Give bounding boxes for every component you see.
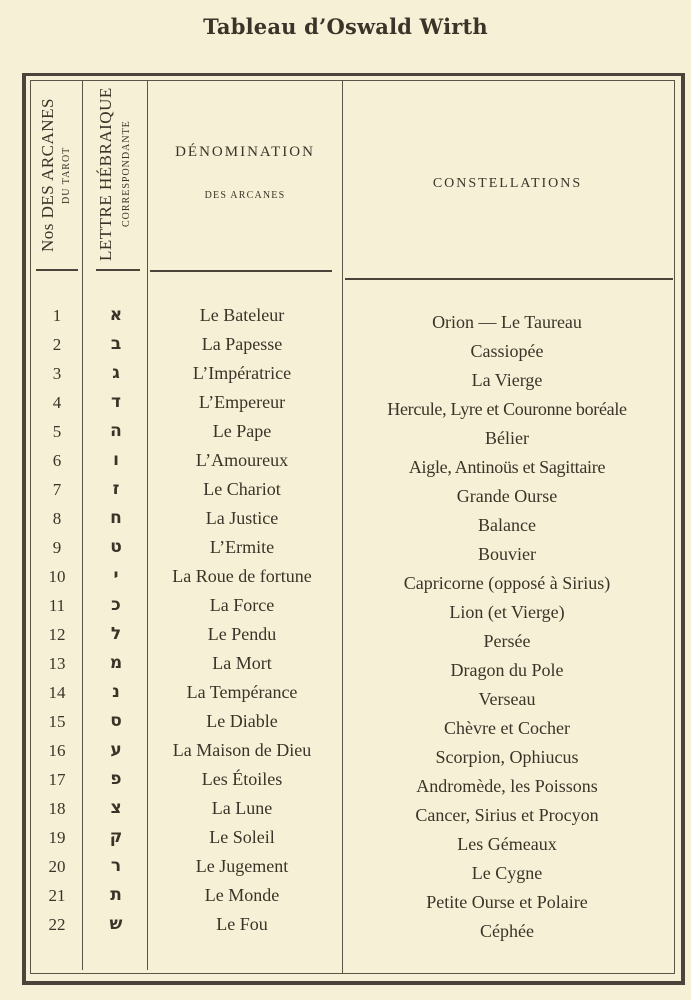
- arcane-name: Le Monde: [204, 885, 280, 905]
- hebrew-letter: ר: [110, 856, 122, 876]
- hebrew-letter: ע: [110, 740, 122, 760]
- constellation: Lion (et Vierge): [449, 602, 565, 622]
- hebrew-letter: י: [113, 566, 119, 586]
- constellation: Scorpion, Ophiucus: [435, 747, 579, 767]
- header-rule: [150, 270, 332, 272]
- arcane-number: 1: [52, 306, 62, 325]
- table-row: [0, 388, 691, 417]
- header-arcane-number: Nos DES ARCANES: [38, 98, 57, 252]
- header-constellations: CONSTELLATIONS: [432, 176, 583, 191]
- constellation: Hercule, Lyre et Couronne boréale: [387, 399, 627, 419]
- header-hebrew-letter: LETTRE HÉBRAIQUE: [96, 87, 115, 261]
- arcane-name: La Lune: [211, 798, 273, 818]
- table-row: [0, 736, 691, 765]
- header-rule: [345, 278, 673, 280]
- arcane-number: 21: [48, 886, 66, 905]
- arcane-name: Le Soleil: [209, 827, 275, 847]
- hebrew-letter: כ: [111, 595, 121, 615]
- constellation: Le Cygne: [471, 863, 543, 883]
- constellation: Bouvier: [478, 544, 536, 564]
- hebrew-letter: ט: [110, 537, 122, 557]
- arcane-number: 3: [52, 364, 62, 383]
- hebrew-letter: ק: [109, 827, 123, 847]
- hebrew-letter: א: [109, 305, 123, 325]
- arcane-name: Le Bateleur: [199, 305, 285, 325]
- table-row: [0, 359, 691, 388]
- arcane-number: 8: [52, 509, 62, 528]
- arcane-name: La Papesse: [201, 334, 283, 354]
- constellation: Andromède, les Poissons: [416, 776, 598, 796]
- header-denomination-sub: DES ARCANES: [204, 190, 286, 201]
- table-row: [0, 910, 691, 939]
- arcane-name: L’Empereur: [198, 392, 286, 412]
- hebrew-letter: צ: [110, 798, 122, 818]
- arcane-number: 10: [48, 567, 66, 586]
- constellation: Capricorne (opposé à Sirius): [403, 573, 611, 593]
- table-row: [0, 330, 691, 359]
- hebrew-letter: מ: [109, 653, 123, 673]
- hebrew-letter: ז: [112, 479, 120, 499]
- constellation: Aigle, Antinoüs et Sagittaire: [408, 457, 606, 477]
- hebrew-letter: ח: [110, 508, 122, 528]
- table-row: [0, 417, 691, 446]
- arcane-name: La Maison de Dieu: [172, 740, 312, 760]
- arcane-name: La Justice: [205, 508, 279, 528]
- constellation: Persée: [483, 631, 531, 651]
- arcane-number: 20: [48, 857, 66, 876]
- arcane-number: 17: [48, 770, 66, 789]
- table-row: [0, 533, 691, 562]
- arcane-name: L’Impératrice: [192, 363, 292, 383]
- constellation: Balance: [478, 515, 536, 535]
- constellation: Orion — Le Taureau: [432, 312, 582, 332]
- constellation: Grande Ourse: [456, 486, 558, 506]
- hebrew-letter: ס: [110, 711, 122, 731]
- arcane-number: 19: [48, 828, 66, 847]
- arcane-number: 11: [48, 596, 66, 615]
- constellation: Petite Ourse et Polaire: [426, 892, 588, 912]
- hebrew-letter: ו: [113, 450, 119, 470]
- table-row: [0, 475, 691, 504]
- table-row: [0, 707, 691, 736]
- arcane-number: 12: [48, 625, 66, 644]
- arcane-name: La Roue de fortune: [172, 566, 312, 586]
- arcane-name: Les Étoiles: [201, 769, 283, 789]
- table-row: [0, 504, 691, 533]
- arcane-name: Le Pendu: [207, 624, 277, 644]
- constellation: Bélier: [485, 428, 529, 448]
- hebrew-letter: ת: [110, 885, 122, 905]
- arcane-name: La Force: [209, 595, 275, 615]
- table-row: [0, 765, 691, 794]
- arcane-name: Le Fou: [216, 914, 268, 934]
- header-arcane-number-sub: DU TAROT: [61, 146, 72, 204]
- hebrew-letter: ש: [109, 914, 123, 934]
- arcane-number: 9: [52, 538, 62, 557]
- arcane-name: La Mort: [212, 653, 272, 673]
- constellation: Cancer, Sirius et Procyon: [415, 805, 599, 825]
- table-row: [0, 649, 691, 678]
- table-row: [0, 301, 691, 330]
- header-hebrew-letter-sub: CORRESPONDANTE: [121, 120, 132, 228]
- constellation: Chèvre et Cocher: [444, 718, 570, 738]
- arcane-number: 18: [48, 799, 66, 818]
- hebrew-letter: ה: [110, 421, 122, 441]
- hebrew-letter: ד: [111, 392, 121, 412]
- header-rule: [96, 269, 140, 271]
- arcane-number: 7: [52, 480, 62, 499]
- constellation: La Vierge: [471, 370, 543, 390]
- arcane-number: 15: [48, 712, 66, 731]
- arcane-number: 4: [52, 393, 62, 412]
- hebrew-letter: ב: [110, 334, 122, 354]
- arcane-number: 6: [52, 451, 62, 470]
- arcane-name: L’Ermite: [209, 537, 275, 557]
- table-row: [0, 591, 691, 620]
- table-row: [0, 446, 691, 475]
- arcane-number: 2: [52, 335, 62, 354]
- constellation: Verseau: [478, 689, 536, 709]
- constellation: Dragon du Pole: [450, 660, 564, 680]
- arcane-name: Le Diable: [206, 711, 278, 731]
- constellation: Céphée: [480, 921, 534, 941]
- arcane-number: 5: [52, 422, 62, 441]
- arcane-name: L’Amoureux: [195, 450, 289, 470]
- table-row: [0, 620, 691, 649]
- header-denomination: DÉNOMINATION: [175, 144, 315, 160]
- header-rule: [36, 269, 78, 271]
- arcane-number: 14: [48, 683, 66, 702]
- arcane-number: 13: [48, 654, 66, 673]
- table-body: [0, 301, 691, 939]
- arcane-name: Le Chariot: [203, 479, 281, 499]
- constellation: Cassiopée: [470, 341, 544, 361]
- table-row: [0, 794, 691, 823]
- constellation: Les Gémeaux: [457, 834, 557, 854]
- table-row: [0, 881, 691, 910]
- hebrew-letter: ג: [112, 363, 120, 383]
- table-row: [0, 678, 691, 707]
- hebrew-letter: פ: [110, 769, 122, 789]
- arcane-number: 22: [48, 915, 66, 934]
- arcane-name: Le Jugement: [195, 856, 289, 876]
- table-row: [0, 852, 691, 881]
- arcane-name: Le Pape: [212, 421, 272, 441]
- hebrew-letter: נ: [112, 682, 120, 702]
- table-row: [0, 823, 691, 852]
- arcane-name: La Tempérance: [186, 682, 298, 702]
- hebrew-letter: ל: [110, 624, 122, 644]
- arcane-number: 16: [48, 741, 66, 760]
- table-row: [0, 562, 691, 591]
- page-title: Tableau d’Oswald Wirth: [203, 14, 488, 39]
